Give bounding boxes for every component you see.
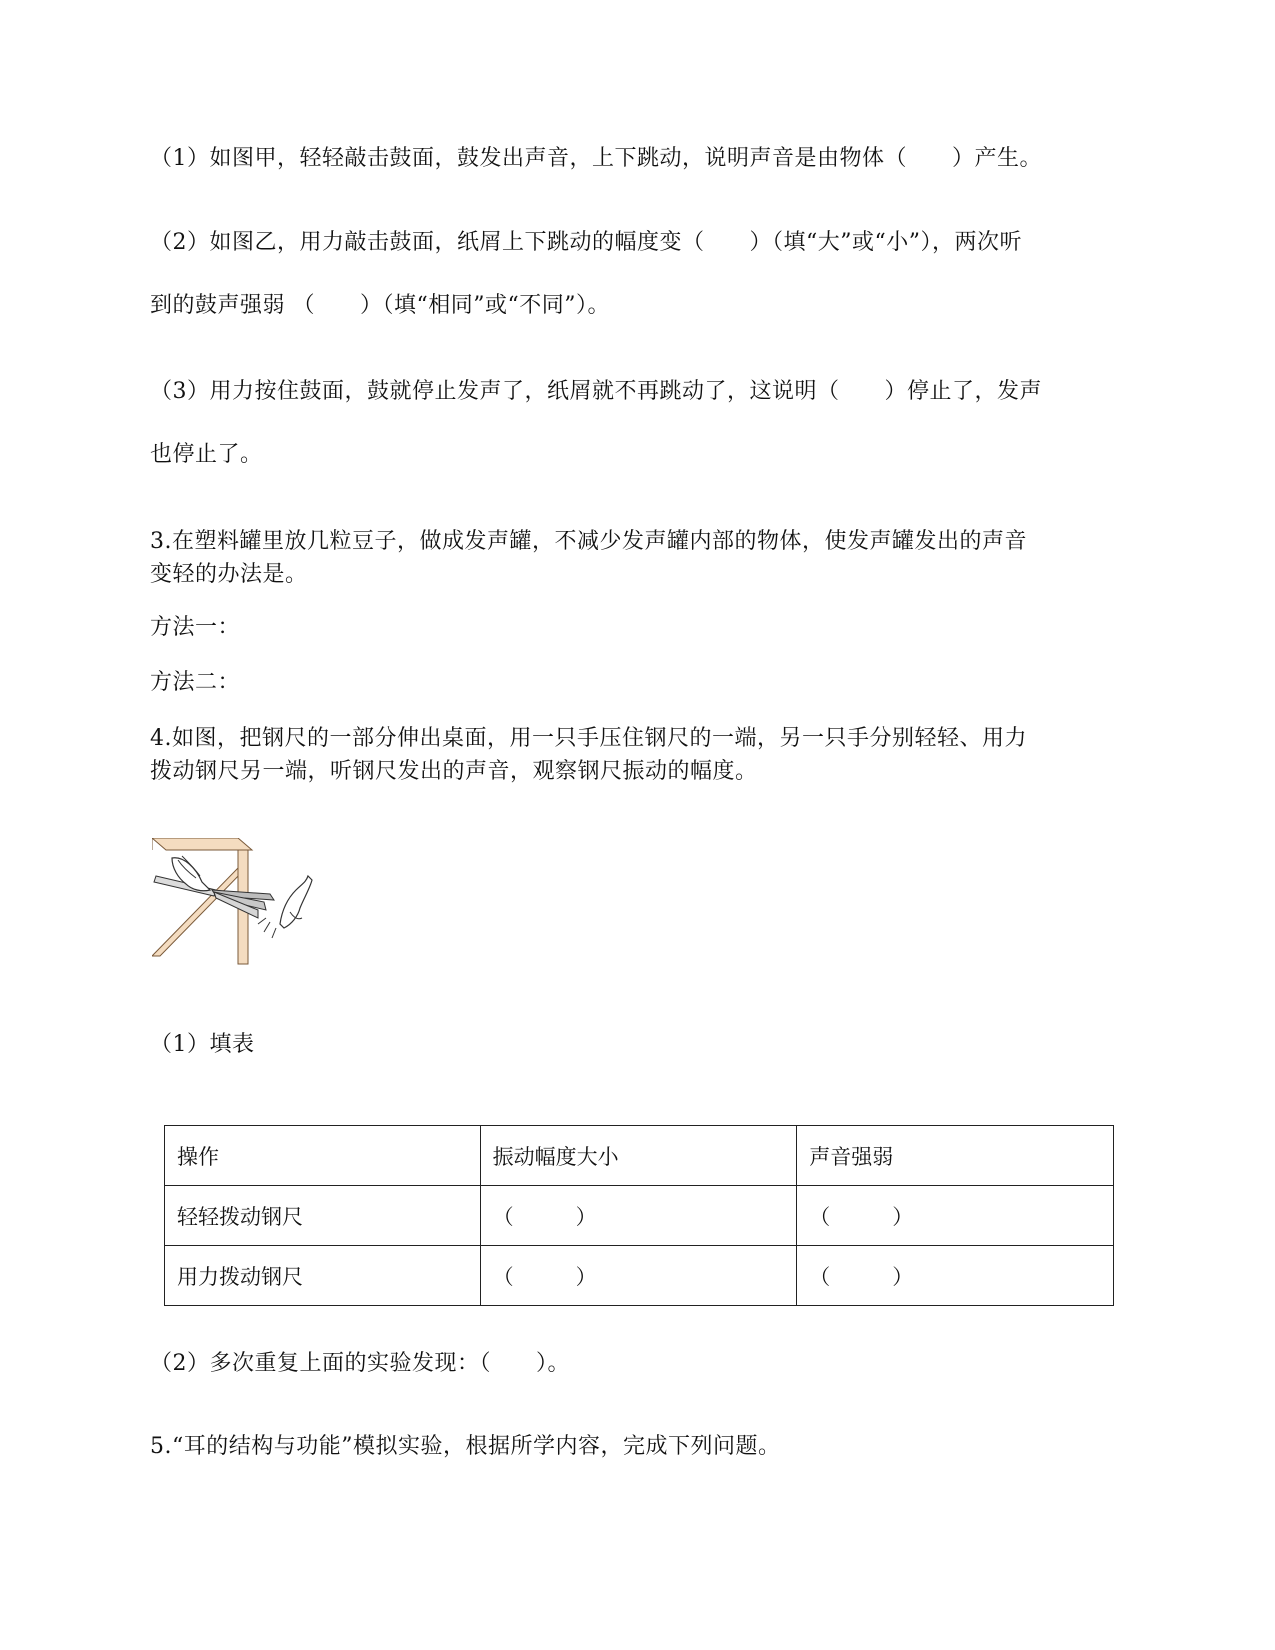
table-header-cell: 振动幅度大小	[480, 1126, 797, 1186]
steel-ruler-illustration	[152, 838, 314, 968]
table-cell-loudness-blank[interactable]	[797, 1246, 1114, 1306]
table-row	[165, 1246, 1114, 1306]
q3-method1: 方法一：	[150, 615, 241, 640]
open-paren: （	[492, 1264, 514, 1289]
close-paren: ）	[575, 1264, 597, 1289]
table-cell-loudness-blank[interactable]	[797, 1186, 1114, 1246]
q3-method2: 方法二：	[150, 670, 241, 695]
observation-table	[164, 1125, 1114, 1306]
q2-part1: （1）如图甲，轻轻敲击鼓面，鼓发出声音，上下跳动，说明声音是由物体（ ）产生。	[150, 146, 1043, 171]
close-paren: ）	[575, 1204, 597, 1229]
table-cell-amplitude-blank[interactable]	[480, 1186, 797, 1246]
q4-part1: （1）填表	[150, 1032, 255, 1057]
open-paren: （	[809, 1204, 831, 1229]
q2-part2-line2: 到的鼓声强弱 （ ）（填“相同”或“不同”）。	[150, 293, 610, 318]
open-paren: （	[492, 1204, 514, 1229]
table-cell-operation: 用力拨动钢尺	[165, 1246, 481, 1306]
q3-line1: 3.在塑料罐里放几粒豆子，做成发声罐，不减少发声罐内部的物体，使发声罐发出的声音	[150, 529, 1027, 554]
q4-part2: （2）多次重复上面的实验发现：（ ）。	[150, 1351, 570, 1376]
q4-line1: 4.如图，把钢尺的一部分伸出桌面，用一只手压住钢尺的一端，另一只手分别轻轻、用力	[150, 726, 1027, 751]
q5-line1: 5.“耳的结构与功能”模拟实验，根据所学内容，完成下列问题。	[150, 1434, 781, 1459]
q3-line2: 变轻的办法是。	[150, 562, 308, 587]
close-paren: ）	[892, 1264, 914, 1289]
table-cell-operation: 轻轻拨动钢尺	[165, 1186, 481, 1246]
table-row	[165, 1186, 1114, 1246]
close-paren: ）	[892, 1204, 914, 1229]
table-header-cell: 声音强弱	[797, 1126, 1114, 1186]
open-paren: （	[809, 1264, 831, 1289]
table-header-row	[165, 1126, 1114, 1186]
q4-line2: 拨动钢尺另一端，听钢尺发出的声音，观察钢尺振动的幅度。	[150, 759, 758, 784]
q2-part3-line1: （3）用力按住鼓面，鼓就停止发声了，纸屑就不再跳动了，这说明（ ）停止了，发声	[150, 379, 1043, 404]
table-cell-amplitude-blank[interactable]	[480, 1246, 797, 1306]
q2-part2-line1: （2）如图乙，用力敲击鼓面，纸屑上下跳动的幅度变（ ）（填“大”或“小”），两次听	[150, 230, 1022, 255]
q2-part3-line2: 也停止了。	[150, 442, 263, 467]
table-header-cell: 操作	[165, 1126, 481, 1186]
